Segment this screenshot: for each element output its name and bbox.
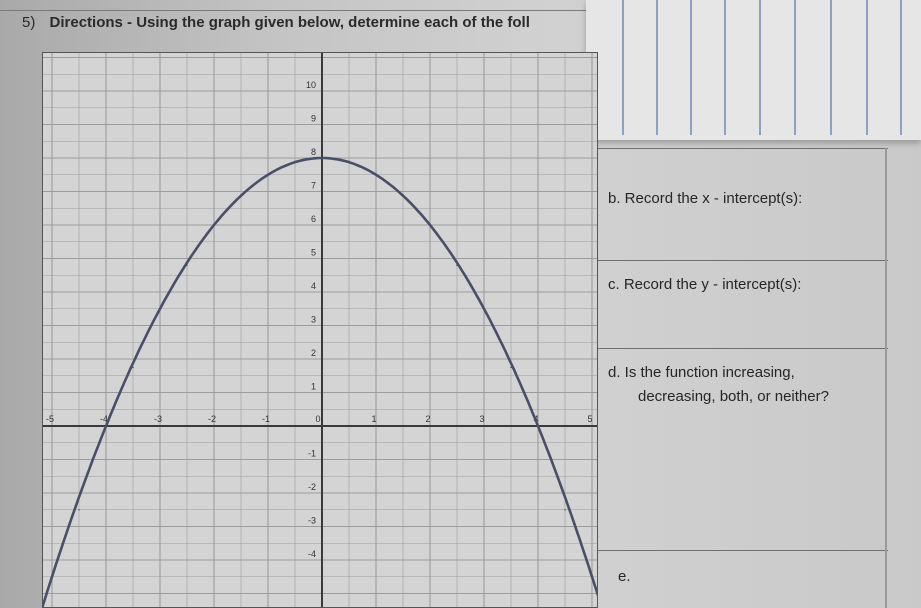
y-tick-label: 3 <box>310 314 316 325</box>
question-d-line2: decreasing, both, or neither? <box>638 388 829 405</box>
curve-point <box>510 367 512 369</box>
curve-point <box>132 367 134 369</box>
curve-point <box>213 224 215 226</box>
paper-line <box>900 0 902 135</box>
curve-point <box>564 509 566 511</box>
x-tick-label: 4 <box>533 414 539 424</box>
y-tick-label: 6 <box>310 214 316 224</box>
y-tick-label: 4 <box>310 281 316 291</box>
curve-point <box>186 264 188 266</box>
x-tick-label: 5 <box>587 414 593 424</box>
curve-point <box>402 194 404 196</box>
y-tick-label: 1 <box>310 381 316 392</box>
y-tick-label: 9 <box>310 113 316 124</box>
curve-point <box>483 308 485 310</box>
problem-number: 5) <box>22 14 36 31</box>
question-d-line1: d. Is the function increasing, <box>608 364 795 381</box>
x-tick-label: 0 <box>315 414 321 424</box>
curve-point <box>78 509 80 511</box>
y-tick-label: 2 <box>310 348 316 358</box>
x-tick-label: -1 <box>261 414 271 424</box>
lined-paper-strip <box>586 0 921 140</box>
graph-svg <box>42 52 598 608</box>
curve-point <box>348 161 350 163</box>
curve-point <box>375 174 377 176</box>
curve-point <box>429 224 431 226</box>
y-tick-label: 8 <box>310 147 316 157</box>
x-tick-label: 2 <box>425 414 431 424</box>
curve-point <box>537 425 539 427</box>
directions-text: Directions - Using the graph given below, determine each of the foll <box>49 14 530 31</box>
answer-divider <box>598 260 888 261</box>
y-tick-label: 10 <box>305 80 316 90</box>
x-tick-label: -3 <box>153 414 163 424</box>
graph-background <box>42 52 598 608</box>
x-tick-label: 1 <box>371 414 377 424</box>
curve-point <box>267 174 269 176</box>
x-tick-label: -2 <box>207 414 217 424</box>
paper-line <box>656 0 658 135</box>
answer-column <box>598 148 890 608</box>
curve-point <box>159 308 161 310</box>
paper-line <box>830 0 832 135</box>
question-e: e. <box>618 568 631 585</box>
answer-divider <box>598 550 888 551</box>
curve-point <box>105 425 107 427</box>
curve-point <box>591 576 593 578</box>
paper-line <box>622 0 624 135</box>
curve-point <box>456 264 458 266</box>
x-tick-label: 3 <box>479 414 485 424</box>
question-c: c. Record the y - intercept(s): <box>608 276 802 293</box>
coordinate-graph <box>42 52 598 608</box>
y-tick-label: -3 <box>307 515 316 526</box>
curve-point <box>294 161 296 163</box>
y-tick-label: 7 <box>310 180 316 191</box>
y-tick-label: -1 <box>307 448 316 459</box>
paper-line <box>759 0 761 135</box>
curve-point <box>240 194 242 196</box>
y-tick-label: -2 <box>307 482 316 492</box>
x-tick-label: -5 <box>45 414 55 424</box>
x-tick-label: -4 <box>99 414 109 424</box>
curve-point <box>51 576 53 578</box>
paper-line <box>794 0 796 135</box>
y-tick-label: 5 <box>310 247 316 258</box>
answer-divider <box>598 148 888 149</box>
paper-line <box>724 0 726 135</box>
curve-point <box>321 157 323 159</box>
top-rule <box>0 0 600 11</box>
directions-header <box>22 14 530 31</box>
paper-line <box>690 0 692 135</box>
y-tick-label: -4 <box>307 549 316 559</box>
paper-line <box>866 0 868 135</box>
paper-edge <box>885 148 887 608</box>
answer-divider <box>598 348 888 349</box>
question-b: b. Record the x - intercept(s): <box>608 190 803 207</box>
